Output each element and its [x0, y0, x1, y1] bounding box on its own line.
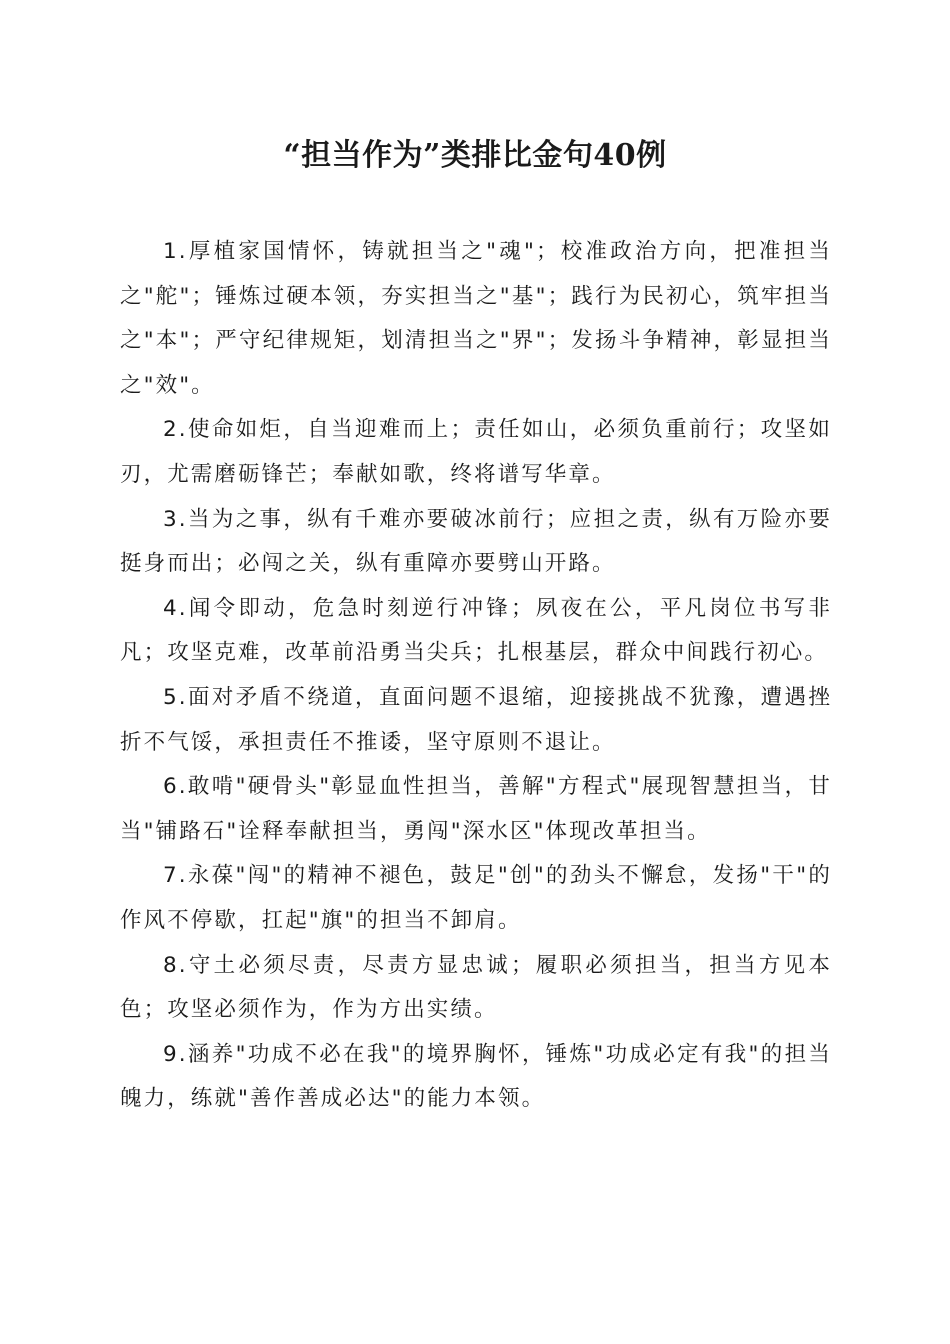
paragraph-3: 3.当为之事，纵有千难亦要破冰前行；应担之责，纵有万险亦要挺身而出；必闯之关，纵有重障亦要劈山开路。	[120, 506, 832, 577]
paragraph-2: 2.使命如炬，自当迎难而上；责任如山，必须负重前行；攻坚如刃，尤需磨砺锋芒；奉献如歌，终将谱写华章。	[120, 417, 832, 487]
paragraph-4: 4.闻令即动，危急时刻逆行冲锋；夙夜在公，平凡岗位书写非凡；攻坚克难，改革前沿勇当尖兵；扎根基层，群众中间践行初心。	[120, 595, 832, 666]
paragraph-1: 1.厚植家国情怀，铸就担当之"魂"；校准政治方向，把准担当之"舵"；锤炼过硬本领，夯实担当之"基"；践行为民初心，筑牢担当之"本"；严守纪律规矩，划清担当之"界"；发扬斗争精神，彰显担当之"效"。	[120, 239, 832, 398]
paragraph-7: 7.永葆"闯"的精神不褪色，鼓足"创"的劲头不懈怠，发扬"干"的作风不停歇，扛起"旗"的担当不卸肩。	[120, 863, 832, 933]
paragraph-9: 9.涵养"功成不必在我"的境界胸怀，锤炼"功成必定有我"的担当魄力，练就"善作善成必达"的能力本领。	[120, 1041, 832, 1112]
paragraph-5: 5.面对矛盾不绕道，直面问题不退缩，迎接挑战不犹豫，遭遇挫折不气馁，承担责任不推诿，坚守原则不退让。	[120, 684, 832, 755]
paragraph-8: 8.守土必须尽责，尽责方显忠诚；履职必须担当，担当方见本色；攻坚必须作为，作为方出实绩。	[120, 952, 832, 1023]
paragraph-6: 6.敢啃"硬骨头"彰显血性担当，善解"方程式"展现智慧担当，甘当"铺路石"诠释奉献担当，勇闯"深水区"体现改革担当。	[120, 774, 832, 844]
document-body	[120, 230, 832, 1122]
document-title: “担当作为”类排比金句40例	[283, 138, 667, 173]
